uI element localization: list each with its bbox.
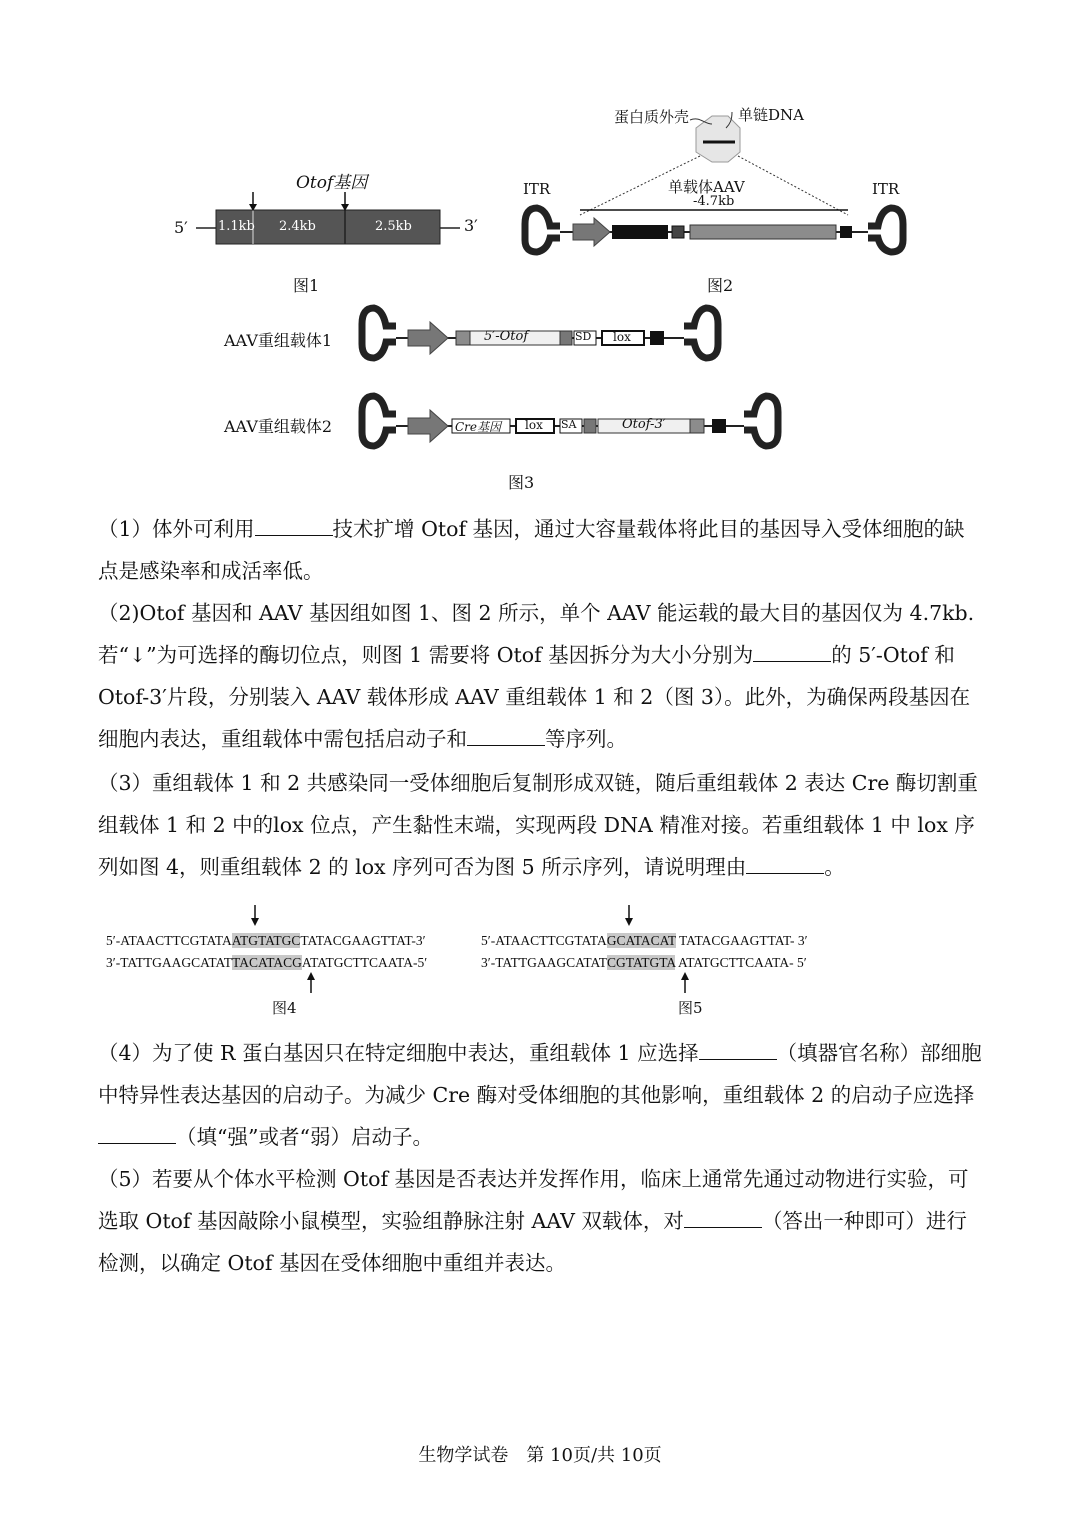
- q5-text-a: （5）若要从个体水平检测 Otof 基因是否表达并发挥作用，临床上通常先通过动物进行实验，可选取 Otof 基因敲除小鼠模型，实验组静脉注射 AAV 双载体，对: [98, 1167, 969, 1233]
- fig3-v1-lox-label: lox: [613, 330, 631, 344]
- q1-text-a: （1）体外可利用: [98, 517, 255, 541]
- fig5-caption: 图5: [678, 999, 703, 1017]
- fig1-segment-3: 2.5kb: [375, 219, 412, 234]
- fig3-v2-cre-label: Cre基因: [455, 420, 502, 434]
- q4-text-a: （4）为了使 R 蛋白基因只在特定细胞中表达，重组载体 1 应选择: [98, 1041, 699, 1065]
- q4-text-c: （填“强”或者“弱）启动子。: [176, 1125, 433, 1149]
- fig4-bottom-strand: 3′-TATTGAAGCATATTACATACGATATGCTTCAATA-5′: [106, 955, 428, 970]
- q4-answer-blank-2[interactable]: [98, 1121, 176, 1144]
- fig2-aav-size: -4.7kb: [693, 194, 735, 209]
- fig1-end3: 3′: [464, 216, 478, 235]
- fig3-v2-sa-label: SA: [561, 418, 577, 431]
- question-5: [98, 1158, 984, 1284]
- fig2-shell-label: 蛋白质外壳: [614, 108, 690, 126]
- fig2-aav-label: 单载体AAV: [668, 178, 745, 196]
- fig5-bottom-arrowhead: [681, 972, 689, 980]
- fig2-itr-left-label: ITR: [523, 180, 551, 198]
- fig3-vector1-label: AAV重组载体1: [224, 331, 333, 350]
- fig1-caption: 图1: [293, 276, 320, 295]
- q3-text-b: 。: [824, 855, 845, 879]
- fig1-end5: 5′: [174, 218, 188, 237]
- q1-text-b: 技术扩增 Otof 基因，通过大容量载体将此目的基因导入受体细胞的缺点是感染率和成活率低。: [98, 517, 965, 583]
- fig5-bottom-strand: 3′-TATTGAAGCATATCGTATGTA ATATGCTTCAATA- 5′: [481, 955, 807, 970]
- fig1-gene-label: Otof基因: [296, 173, 368, 193]
- fig4-top-strand: 5′-ATAACTTCGTATAATGTATGCTATACGAAGTTAT-3′: [106, 933, 426, 948]
- fig4-caption: 图4: [272, 999, 297, 1017]
- fig1-segment-1: 1.1kb: [218, 219, 255, 234]
- q4-answer-blank-1[interactable]: [699, 1037, 777, 1060]
- question-4: [98, 1032, 984, 1158]
- q2-text-b: 的 5′-Otof 和 Otof-3′片段，分别装入 AAV 载体形成 AAV 重组载体 1 和 2（图 3）。此外，为确保两段基因在细胞内表达，重组载体中需包括启动子和: [98, 643, 971, 751]
- q5-text-b: （答出一种即可）进行检测，以确定 Otof 基因在受体细胞中重组并表达。: [98, 1209, 967, 1275]
- fig2-itr-right-label: ITR: [872, 180, 900, 198]
- fig3-caption: 图3: [508, 473, 535, 492]
- fig3-v1-sd-label: SD: [575, 330, 592, 343]
- q2-text-c: 等序列。: [545, 727, 627, 751]
- fig3-v1-otof5-label: 5′-Otof: [484, 329, 529, 344]
- fig1-segment-2: 2.4kb: [279, 219, 316, 234]
- q4-text-b: （填器官名称）部细胞中特异性表达基因的启动子。为减少 Cre 酶对受体细胞的其他影响，重组载体 2 的启动子应选择: [98, 1041, 982, 1107]
- q3-text-a: （3）重组载体 1 和 2 共感染同一受体细胞后复制形成双链，随后重组载体 2 表达 Cre 酶切割重组载体 1 和 2 中的lox 位点，产生黏性末端，实现两段 DNA 精准对接。若重组载体 1 中 lox 序列如图 4，则重组载体 2 的 lox 序列可否为图 5 所示序列，请说明理由: [98, 771, 978, 879]
- fig5-top-arrowhead: [625, 918, 633, 926]
- page-footer: 生物学试卷 第 10页/共 10页: [418, 1445, 662, 1466]
- fig2-ssdna-label: 单链DNA: [738, 106, 804, 124]
- fig5-top-strand: 5′-ATAACTTCGTATAGCATACAT TATACGAAGTTAT- 3′: [481, 933, 808, 948]
- fig3-v2-lox-label: lox: [525, 418, 543, 432]
- q5-answer-blank[interactable]: [684, 1205, 762, 1228]
- fig2-caption: 图2: [707, 276, 734, 295]
- q2-text-a: （2)Otof 基因和 AAV 基因组如图 1、图 2 所示，单个 AAV 能运载的最大目的基因仅为 4.7kb. 若“↓”为可选择的酶切位点，则图 1 需要将 Otof 基因拆分为大小分别为: [98, 601, 975, 667]
- fig3-v2-otof3-label: Otof-3′: [622, 417, 666, 432]
- fig3-vector2-label: AAV重组载体2: [224, 417, 333, 436]
